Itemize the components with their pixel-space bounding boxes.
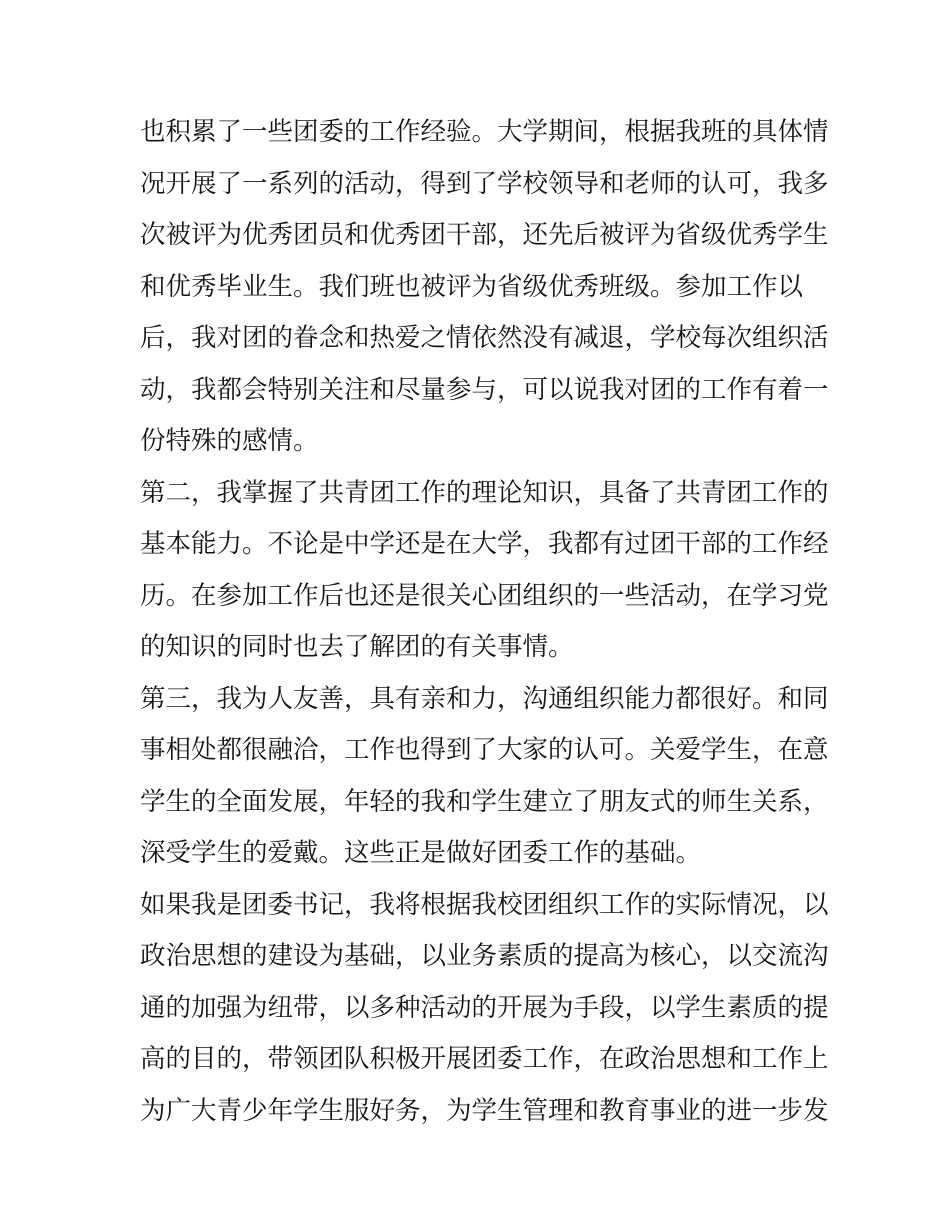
- text-line: 深受学生的爱戴。这些正是做好团委工作的基础。: [140, 838, 702, 868]
- text-line: 份特殊的感情。: [140, 426, 319, 456]
- text-line: 动，我都会特别关注和尽量参与，可以说我对团的工作有着一: [140, 374, 829, 405]
- text-line: 学生的全面发展，年轻的我和学生建立了朋友式的师生关系，: [140, 786, 829, 817]
- text-line: 第三，我为人友善，具有亲和力，沟通组织能力都很好。和同: [140, 683, 829, 714]
- document-body: [140, 107, 840, 1137]
- text-line: 事相处都很融洽，工作也得到了大家的认可。关爱学生，在意: [140, 735, 829, 765]
- text-line: 为广大青少年学生服好务，为学生管理和教育事业的进一步发: [140, 1095, 829, 1126]
- text-line: 后，我对团的眷念和热爱之情依然没有减退，学校每次组织活: [140, 323, 829, 353]
- text-line: 也积累了一些团委的工作经验。大学期间，根据我班的具体情: [140, 117, 829, 147]
- text-line: 基本能力。不论是中学还是在大学，我都有过团干部的工作经: [140, 529, 829, 559]
- text-line: 和优秀毕业生。我们班也被评为省级优秀班级。参加工作以: [140, 271, 804, 302]
- text-line: 通的加强为纽带，以多种活动的开展为手段，以学生素质的提: [140, 992, 829, 1023]
- text-line: 第二，我掌握了共青团工作的理论知识，具备了共青团工作的: [140, 477, 829, 508]
- text-line: 次被评为优秀团员和优秀团干部，还先后被评为省级优秀学生: [140, 220, 829, 250]
- text-line: 如果我是团委书记，我将根据我校团组织工作的实际情况，以: [140, 889, 829, 920]
- text-line: 政治思想的建设为基础，以业务素质的提高为核心，以交流沟: [140, 941, 829, 971]
- text-line: 况开展了一系列的活动，得到了学校领导和老师的认可，我多: [140, 168, 829, 199]
- text-line: 历。在参加工作后也还是很关心团组织的一些活动，在学习党: [140, 580, 829, 611]
- text-line: 的知识的同时也去了解团的有关事情。: [140, 632, 574, 662]
- text-line: 高的目的，带领团队积极开展团委工作，在政治思想和工作上: [140, 1044, 829, 1074]
